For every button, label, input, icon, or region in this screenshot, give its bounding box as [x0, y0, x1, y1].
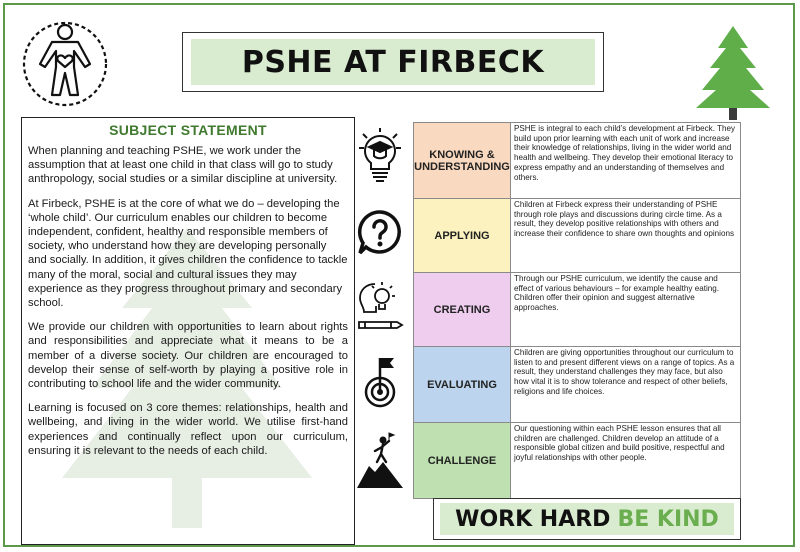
skill-label-line: KNOWING & [429, 148, 495, 161]
mountain-climber-icon [355, 432, 405, 488]
table-row [414, 423, 741, 499]
statement-paragraph: Learning is focused on 3 core themes: relationships, health and wellbeing, and living in the wider world. We utilise first-hand experiences and continually reflect upon our curriculum, ensuring it is relevant to the needs of each child. [28, 402, 348, 457]
motto-banner [433, 498, 741, 540]
skill-label-evaluating: EVALUATING [414, 347, 511, 423]
skill-label-knowing-understanding [414, 123, 511, 199]
question-mark-icon [355, 206, 405, 262]
table-row [414, 123, 741, 199]
skill-label-applying: APPLYING [414, 199, 511, 273]
lightbulb-graduate-icon [355, 128, 405, 184]
target-flag-icon [355, 352, 405, 408]
table-row [414, 273, 741, 347]
skill-description: Our questioning within each PSHE lesson ensures that all children are challenged. Children develop an attitude of a responsible global citizen and build positive, respectful and joyful relationships with other people. [511, 423, 741, 499]
pine-tree-icon [692, 24, 774, 120]
motto-be-kind: BE KIND [617, 506, 719, 532]
skill-label-challenge: CHALLENGE [414, 423, 511, 499]
skill-description: Through our PSHE curriculum, we identify the cause and effect of various behaviours – for example healthy eating. Children offer their opinion and suggest alternative approaches. [511, 273, 741, 347]
table-row [414, 347, 741, 423]
skill-description: Children at Firbeck express their understanding of PSHE through role plays and discussions during circle time. As a result, they develop positive relationships with others and increase their confidence to share own thoughts and opinions [511, 199, 741, 273]
statement-heading: SUBJECT STATEMENT [109, 122, 267, 138]
skill-description: Children are giving opportunities throughout our curriculum to listen to and present different views on a range of topics. As a result, they understand challenges they may face, but also how vital it is to show tolerance and respect of other beliefs, religions and life choices. [511, 347, 741, 423]
skills-table [413, 122, 741, 499]
skill-label-line: UNDERSTANDING [414, 160, 510, 173]
skill-description: PSHE is integral to each child’s development at Firbeck. They build upon prior learning with each unit of work and increase their knowledge of relationships, living in the wider world and health and wellbeing. They develop their emotional literacy to express empathy and an understanding of themselves and others. [511, 123, 741, 199]
statement-paragraph: When planning and teaching PSHE, we work under the assumption that at least one child in that class will go to study anthropology, social studies or a similar discipline at university. [28, 145, 338, 186]
page-title: PSHE AT FIRBECK [241, 44, 545, 80]
subject-statement-panel [21, 117, 355, 545]
table-row [414, 199, 741, 273]
motto-work-hard: WORK HARD [455, 506, 611, 532]
statement-paragraph: We provide our children with opportunities to learn about rights and responsibilities and appreciate what it means to be a member of a diverse society. Our children are encouraged to develop their sense of self-worth by playing a positive role in contributing to school life and the wider community. [28, 321, 348, 391]
title-banner [182, 32, 604, 92]
person-heart-icon [22, 18, 108, 110]
skill-label-creating: CREATING [414, 273, 511, 347]
statement-paragraph: At Firbeck, PSHE is at the core of what we do – developing the ‘whole child’. Our curriculum enables our children to become independent, confident, healthy and responsible members of society, who understand how they are developing personally and socially. In addition, it gives children the confidence to tackle many of the moral, social and cultural issues they may experience as they progress throughout primary and secondary school. [28, 197, 348, 310]
idea-pencil-icon [355, 278, 405, 334]
